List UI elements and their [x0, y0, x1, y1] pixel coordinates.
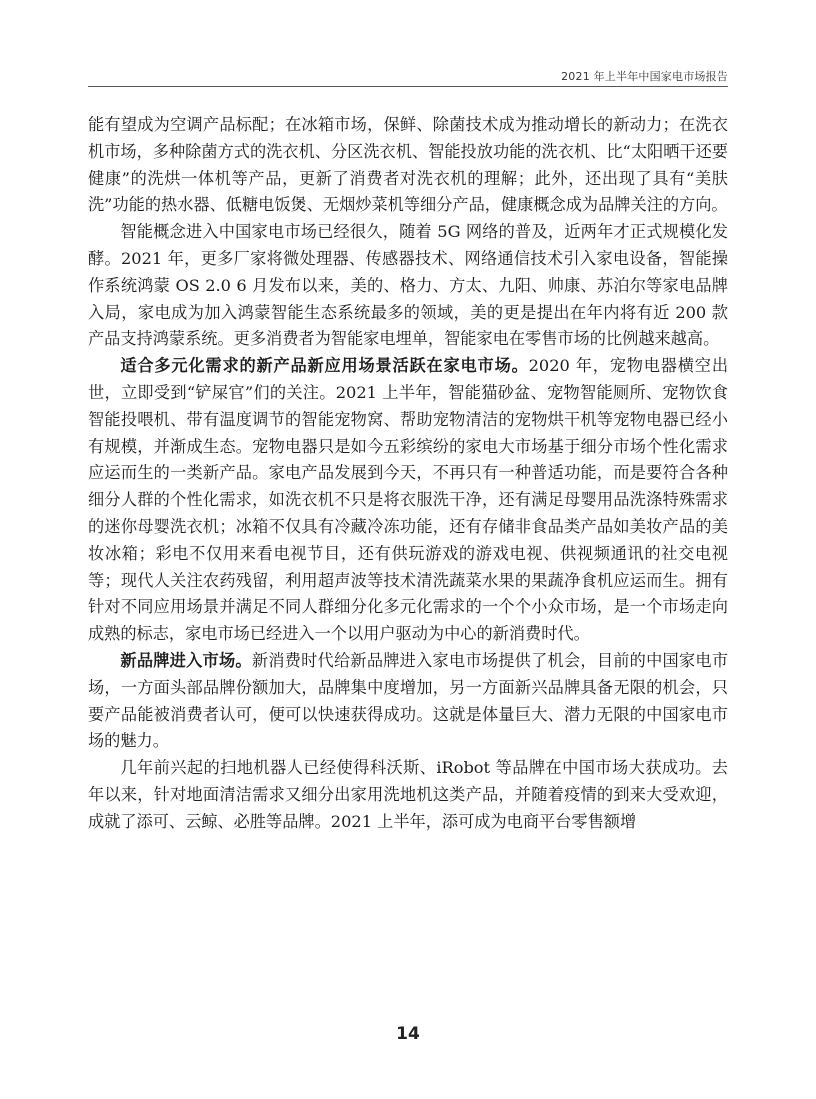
- paragraph-lead: 适合多元化需求的新产品新应用场景活跃在家电市场。: [120, 356, 529, 376]
- header-divider: [88, 86, 728, 87]
- paragraph-text: 几年前兴起的扫地机器人已经使得科沃斯、iRobot 等品牌在中国市场大获成功。去年以来，针对地面清洁需求又细分出家用洗地机这类产品，并随着疫情的到来大受欢迎，成就了添可、云鲸、必胜等品牌。2021 上半年，添可成为电商平台零售额增: [88, 758, 728, 831]
- paragraph-new-brands: [88, 648, 728, 755]
- running-header-title: 2021 年上半年中国家电市场报告: [561, 70, 728, 83]
- paragraph-text: 2020 年，宠物电器横空出世，立即受到“铲屎官”们的关注。2021 上半年，智能猫砂盆、宠物智能厕所、宠物饮食智能投喂机、带有温度调节的智能宠物窝、帮助宠物清洁的宠物烘干机等宠物电器已经小有规模，并渐成生态。宠物电器只是如今五彩缤纷的家电大市场基于细分市场个性化需求应运而生的一类新产品。家电产品发展到今天，不再只有一种普适功能，而是要符合各种细分人群的个性化需求，如洗衣机不只是将衣服洗干净，还有满足母婴用品洗涤特殊需求的迷你母婴洗衣机；冰箱不仅具有冷藏冷冻功能，还有存储非食品类产品如美妆产品的美妆冰箱；彩电不仅用来看电视节目，还有供玩游戏的游戏电视、供视频通讯的社交电视等；现代人关注农药残留，利用超声波等技术清洗蔬菜水果的果蔬净食机应运而生。拥有针对不同应用场景并满足不同人群细分化多元化需求的一个个小众市场，是一个市场走向成熟的标志，家电市场已经进入一个以用户驱动为中心的新消费时代。: [88, 356, 729, 644]
- paragraph-text: 能有望成为空调产品标配；在冰箱市场，保鲜、除菌技术成为推动增长的新动力；在洗衣机市场，多种除菌方式的洗衣机、分区洗衣机、智能投放功能的洗衣机、比“太阳晒干还要健康”的洗烘一体机等产品，更新了消费者对洗衣机的理解；此外，还出现了具有“美肤洗”功能的热水器、低糖电饭煲、无烟炒菜机等细分产品，健康概念成为品牌关注的方向。: [88, 115, 728, 215]
- paragraph-text: 新消费时代给新品牌进入家电市场提供了机会，目前的中国家电市场，一方面头部品牌份额加大，品牌集中度增加，另一方面新兴品牌具备无限的机会，只要产品能被消费者认可，便可以快速获得成功。这就是体量巨大、潜力无限的中国家电市场的魅力。: [88, 650, 729, 751]
- paragraph-floor-cleaning: [88, 755, 728, 835]
- paragraph-lead: 新品牌进入市场。: [120, 650, 252, 670]
- paragraph-health-concept: [88, 112, 728, 219]
- paragraph-text: 智能概念进入中国家电市场已经很久，随着 5G 网络的普及，近两年才正式规模化发酵。2021 年，更多厂家将微处理器、传感器技术、网络通信技术引入家电设备，智能操作系统鸿蒙 OS 2.0 6 月发布以来，美的、格力、方太、九阳、帅康、苏泊尔等家电品牌入局，家电成为加入鸿蒙智能生态系统最多的领域，美的更是提出在年内将有近 200 款产品支持鸿蒙系统。更多消费者为智能家电埋单，智能家电在零售市场的比例越来越高。: [88, 222, 728, 349]
- paragraph-smart-concept: [88, 219, 728, 353]
- paragraph-new-scenarios: [88, 353, 728, 648]
- page-number: 14: [396, 1024, 420, 1044]
- body-text: [88, 112, 728, 836]
